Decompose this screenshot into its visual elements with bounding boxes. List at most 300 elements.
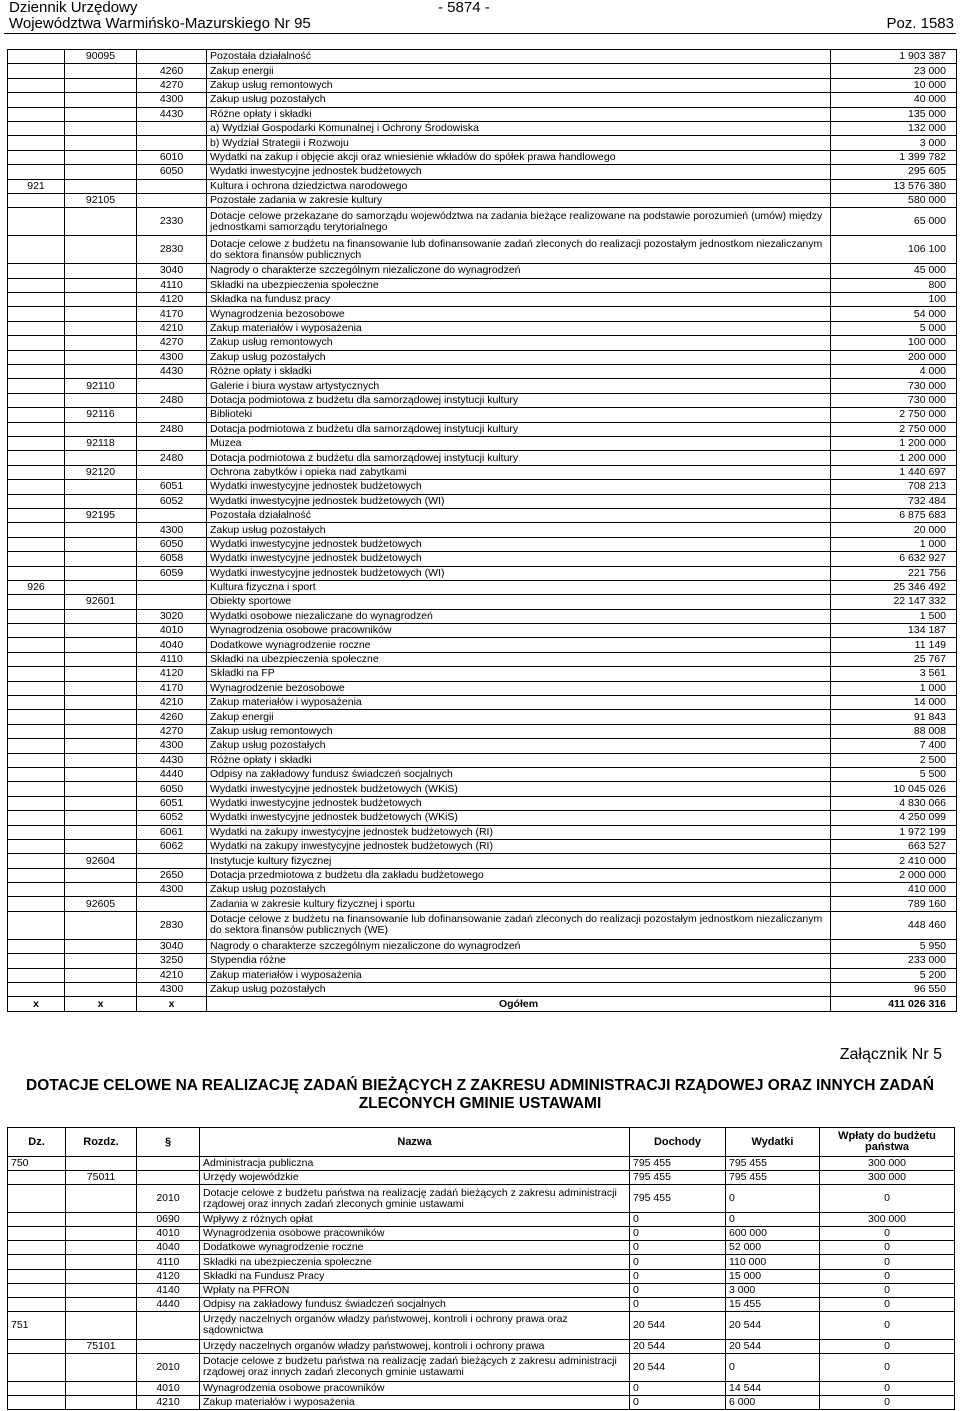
table-row xyxy=(8,508,957,522)
chapter-cell xyxy=(65,552,137,566)
chapter-cell xyxy=(65,609,137,623)
amount-cell: 1 200 000 xyxy=(831,451,957,465)
name-cell: Wynagrodzenia osobowe pracowników xyxy=(200,1227,630,1241)
table-row xyxy=(8,1171,955,1185)
chapter-cell xyxy=(66,1269,137,1283)
chapter-cell xyxy=(65,811,137,825)
table-row xyxy=(8,494,957,508)
division-cell xyxy=(8,954,65,968)
name-cell: Dotacja przedmiotowa z budżetu dla zakładu budżetowego xyxy=(207,868,831,882)
amount-cell: 233 000 xyxy=(831,954,957,968)
name-cell: Ogółem xyxy=(207,997,831,1011)
chapter-cell: 92120 xyxy=(65,465,137,479)
income-cell: 20 544 xyxy=(630,1339,726,1353)
paragraph-cell: 4210 xyxy=(137,321,207,335)
chapter-cell xyxy=(66,1185,137,1213)
paragraph-cell: 2330 xyxy=(137,208,207,236)
chapter-cell xyxy=(66,1213,137,1227)
paragraph-cell xyxy=(137,854,207,868)
paragraph-cell: 4270 xyxy=(137,336,207,350)
amount-cell: 132 000 xyxy=(831,121,957,135)
amount-cell: 2 750 000 xyxy=(831,422,957,436)
table-row xyxy=(8,753,957,767)
name-cell: Wynagrodzenia osobowe pracowników xyxy=(207,624,831,638)
division-cell xyxy=(8,393,65,407)
targeted-grants-rows xyxy=(8,1157,955,1410)
chapter-cell: 75101 xyxy=(66,1339,137,1353)
paragraph-cell xyxy=(137,508,207,522)
chapter-cell xyxy=(65,724,137,738)
targeted-grants-table xyxy=(7,1127,955,1410)
name-cell: Zakup energii xyxy=(207,710,831,724)
paragraph-cell: 4300 xyxy=(137,93,207,107)
name-cell: Odpisy na zakładowy fundusz świadczeń socjalnych xyxy=(207,767,831,781)
amount-cell: 135 000 xyxy=(831,107,957,121)
division-cell: 751 xyxy=(8,1311,66,1339)
table-row xyxy=(8,1185,955,1213)
amount-cell: 1 200 000 xyxy=(831,436,957,450)
amount-cell: 65 000 xyxy=(831,208,957,236)
chapter-cell xyxy=(65,825,137,839)
chapter-cell xyxy=(65,264,137,278)
division-cell xyxy=(8,1381,66,1395)
header-divider xyxy=(4,33,956,34)
chapter-cell xyxy=(65,307,137,321)
chapter-cell xyxy=(65,667,137,681)
chapter-cell xyxy=(66,1381,137,1395)
division-cell: x xyxy=(8,997,65,1011)
chapter-cell xyxy=(65,523,137,537)
amount-cell: 200 000 xyxy=(831,350,957,364)
col-header-expenses: Wydatki xyxy=(726,1128,820,1157)
table-row xyxy=(8,1353,955,1381)
table-row xyxy=(8,1269,955,1283)
chapter-cell: 90095 xyxy=(65,50,137,64)
amount-cell: 22 147 332 xyxy=(831,595,957,609)
name-cell: Zakup usług pozostałych xyxy=(207,523,831,537)
paragraph-cell: 4120 xyxy=(137,293,207,307)
division-cell xyxy=(8,365,65,379)
chapter-cell: 92604 xyxy=(65,854,137,868)
division-cell xyxy=(8,696,65,710)
paragraph-cell xyxy=(137,436,207,450)
amount-cell: 708 213 xyxy=(831,480,957,494)
table-row xyxy=(8,379,957,393)
income-cell: 0 xyxy=(630,1269,726,1283)
amount-cell: 221 756 xyxy=(831,566,957,580)
amount-cell: 730 000 xyxy=(831,379,957,393)
table-row xyxy=(8,1283,955,1297)
division-cell xyxy=(8,1353,66,1381)
chapter-cell xyxy=(65,638,137,652)
division-cell xyxy=(8,552,65,566)
chapter-cell xyxy=(65,136,137,150)
paragraph-cell: 4430 xyxy=(137,753,207,767)
paragraph-cell: 3040 xyxy=(137,264,207,278)
amount-cell: 14 000 xyxy=(831,696,957,710)
chapter-cell xyxy=(65,868,137,882)
paragraph-cell: 4040 xyxy=(137,638,207,652)
amount-cell: 1 440 697 xyxy=(831,465,957,479)
journal-title: Dziennik Urzędowy xyxy=(9,0,138,16)
name-cell: Zakup materiałów i wyposażenia xyxy=(207,321,831,335)
income-cell: 0 xyxy=(630,1227,726,1241)
chapter-cell xyxy=(65,739,137,753)
chapter-cell xyxy=(65,652,137,666)
table-row xyxy=(8,365,957,379)
amount-cell: 2 000 000 xyxy=(831,868,957,882)
table-row xyxy=(8,179,957,193)
table-row xyxy=(8,537,957,551)
division-cell xyxy=(8,609,65,623)
division-cell xyxy=(8,523,65,537)
income-cell: 20 544 xyxy=(630,1311,726,1339)
division-cell xyxy=(8,1339,66,1353)
payments-cell: 0 xyxy=(820,1339,955,1353)
expenses-cell: 15 455 xyxy=(726,1297,820,1311)
name-cell: Instytucje kultury fizycznej xyxy=(207,854,831,868)
paragraph-cell: 6050 xyxy=(137,537,207,551)
position-number: Poz. 1583 xyxy=(886,15,954,32)
name-cell: Zakup materiałów i wyposażenia xyxy=(207,696,831,710)
amount-cell: 1 972 199 xyxy=(831,825,957,839)
chapter-cell xyxy=(65,624,137,638)
paragraph-cell: 2010 xyxy=(137,1185,200,1213)
division-cell xyxy=(8,1297,66,1311)
amount-cell: 40 000 xyxy=(831,93,957,107)
division-cell xyxy=(8,1227,66,1241)
amount-cell: 732 484 xyxy=(831,494,957,508)
division-cell xyxy=(8,121,65,135)
table-row xyxy=(8,264,957,278)
chapter-cell xyxy=(65,179,137,193)
chapter-cell xyxy=(65,93,137,107)
division-cell xyxy=(8,1185,66,1213)
table-row xyxy=(8,165,957,179)
amount-cell: 91 843 xyxy=(831,710,957,724)
division-cell xyxy=(8,796,65,810)
name-cell: Wydatki na zakup i objęcie akcji oraz wniesienie wkładów do spółek prawa handlowego xyxy=(207,150,831,164)
table-row xyxy=(8,939,957,953)
expenses-cell: 52 000 xyxy=(726,1241,820,1255)
division-cell xyxy=(8,422,65,436)
paragraph-cell: 6052 xyxy=(137,811,207,825)
amount-cell: 106 100 xyxy=(831,236,957,264)
name-cell: Dotacja podmiotowa z budżetu dla samorządowej instytucji kultury xyxy=(207,393,831,407)
division-cell xyxy=(8,638,65,652)
amount-cell: 448 460 xyxy=(831,911,957,939)
chapter-cell xyxy=(65,767,137,781)
chapter-cell xyxy=(65,839,137,853)
table-row xyxy=(8,1381,955,1395)
name-cell: Składka na fundusz pracy xyxy=(207,293,831,307)
name-cell: Biblioteki xyxy=(207,408,831,422)
chapter-cell: 92118 xyxy=(65,436,137,450)
name-cell: Wydatki inwestycyjne jednostek budżetowych xyxy=(207,552,831,566)
division-cell xyxy=(8,64,65,78)
division-cell xyxy=(8,825,65,839)
division-cell xyxy=(8,983,65,997)
name-cell: Wpłaty na PFRON xyxy=(200,1283,630,1297)
chapter-cell: 75011 xyxy=(66,1171,137,1185)
name-cell: Administracja publiczna xyxy=(200,1157,630,1171)
chapter-cell: 92110 xyxy=(65,379,137,393)
name-cell: Dodatkowe wynagrodzenie roczne xyxy=(200,1241,630,1255)
table-row xyxy=(8,480,957,494)
paragraph-cell: 4430 xyxy=(137,365,207,379)
chapter-cell: 92116 xyxy=(65,408,137,422)
name-cell: Pozostała działalność xyxy=(207,508,831,522)
col-header-payments: Wpłaty do budżetu państwa xyxy=(820,1128,955,1157)
table-row xyxy=(8,883,957,897)
amount-cell: 663 527 xyxy=(831,839,957,853)
expenses-cell: 795 455 xyxy=(726,1171,820,1185)
name-cell: Nagrody o charakterze szczególnym niezaliczone do wynagrodzeń xyxy=(207,264,831,278)
name-cell: Wpływy z różnych opłat xyxy=(200,1213,630,1227)
payments-cell: 0 xyxy=(820,1396,955,1410)
paragraph-cell: 3250 xyxy=(137,954,207,968)
division-cell xyxy=(8,595,65,609)
amount-cell: 100 xyxy=(831,293,957,307)
division-cell xyxy=(8,78,65,92)
name-cell: Muzea xyxy=(207,436,831,450)
division-cell xyxy=(8,480,65,494)
paragraph-cell xyxy=(137,1157,200,1171)
division-cell xyxy=(8,1255,66,1269)
table-row xyxy=(8,78,957,92)
chapter-cell xyxy=(65,939,137,953)
paragraph-cell: 6058 xyxy=(137,552,207,566)
paragraph-cell: 4110 xyxy=(137,278,207,292)
table-row xyxy=(8,868,957,882)
name-cell: Stypendia różne xyxy=(207,954,831,968)
table-row xyxy=(8,624,957,638)
table-row xyxy=(8,1311,955,1339)
chapter-cell xyxy=(65,796,137,810)
name-cell: Odpisy na zakładowy fundusz świadczeń socjalnych xyxy=(200,1297,630,1311)
division-cell xyxy=(8,1171,66,1185)
amount-cell: 20 000 xyxy=(831,523,957,537)
table-row xyxy=(8,897,957,911)
amount-cell: 6 875 683 xyxy=(831,508,957,522)
name-cell: Dotacja podmiotowa z budżetu dla samorządowej instytucji kultury xyxy=(207,422,831,436)
name-cell: Wydatki inwestycyjne jednostek budżetowych xyxy=(207,537,831,551)
paragraph-cell: 3040 xyxy=(137,939,207,953)
name-cell: Różne opłaty i składki xyxy=(207,753,831,767)
division-cell: 926 xyxy=(8,580,65,594)
col-header-income: Dochody xyxy=(630,1128,726,1157)
name-cell: Kultura fizyczna i sport xyxy=(207,580,831,594)
name-cell: Kultura i ochrona dziedzictwa narodowego xyxy=(207,179,831,193)
amount-cell: 7 400 xyxy=(831,739,957,753)
paragraph-cell: 4210 xyxy=(137,1396,200,1410)
division-cell xyxy=(8,107,65,121)
paragraph-cell: 0690 xyxy=(137,1213,200,1227)
name-cell: Wydatki inwestycyjne jednostek budżetowych (WKiS) xyxy=(207,811,831,825)
paragraph-cell: 3020 xyxy=(137,609,207,623)
paragraph-cell xyxy=(137,121,207,135)
paragraph-cell: 6051 xyxy=(137,480,207,494)
paragraph-cell: 6010 xyxy=(137,150,207,164)
division-cell xyxy=(8,624,65,638)
name-cell: Dotacje celowe z budżetu państwa na realizację zadań bieżących z zakresu administracji rządowej oraz innych zadań zleconych gminie ustawami xyxy=(200,1185,630,1213)
amount-cell: 45 000 xyxy=(831,264,957,278)
amount-cell: 134 187 xyxy=(831,624,957,638)
name-cell: Dotacje celowe z budżetu na finansowanie lub dofinansowanie zadań zleconych do realizacji pozostałym jednostkom niezaliczanym do sektora finansów publicznych xyxy=(207,236,831,264)
table-row xyxy=(8,64,957,78)
paragraph-cell: 4300 xyxy=(137,983,207,997)
income-cell: 0 xyxy=(630,1396,726,1410)
chapter-cell xyxy=(65,278,137,292)
chapter-cell xyxy=(65,710,137,724)
amount-cell: 295 605 xyxy=(831,165,957,179)
table-row xyxy=(8,1213,955,1227)
name-cell: Wydatki inwestycyjne jednostek budżetowych (WI) xyxy=(207,566,831,580)
name-cell: Zakup usług pozostałych xyxy=(207,983,831,997)
paragraph-cell: 6052 xyxy=(137,494,207,508)
chapter-cell xyxy=(65,236,137,264)
col-header-paragraph: § xyxy=(137,1128,200,1157)
expenses-cell: 3 000 xyxy=(726,1283,820,1297)
expenses-cell: 20 544 xyxy=(726,1339,820,1353)
paragraph-cell xyxy=(137,465,207,479)
table-row xyxy=(8,1227,955,1241)
name-cell: Zakup usług pozostałych xyxy=(207,93,831,107)
table-row xyxy=(8,854,957,868)
paragraph-cell: 4140 xyxy=(137,1283,200,1297)
division-cell xyxy=(8,854,65,868)
table-row xyxy=(8,1297,955,1311)
division-cell xyxy=(8,508,65,522)
table-row xyxy=(8,336,957,350)
page-number: - 5874 - xyxy=(438,0,490,16)
division-cell xyxy=(8,839,65,853)
payments-cell: 0 xyxy=(820,1283,955,1297)
chapter-cell xyxy=(65,580,137,594)
name-cell: Wydatki inwestycyjne jednostek budżetowych xyxy=(207,165,831,179)
paragraph-cell xyxy=(137,179,207,193)
name-cell: Zakup usług pozostałych xyxy=(207,739,831,753)
chapter-cell xyxy=(65,954,137,968)
income-cell: 795 455 xyxy=(630,1171,726,1185)
name-cell: Dodatkowe wynagrodzenie roczne xyxy=(207,638,831,652)
name-cell: Wydatki inwestycyjne jednostek budżetowych xyxy=(207,796,831,810)
amount-cell: 5 500 xyxy=(831,767,957,781)
journal-voivodeship: Województwa Warmińsko-Mazurskiego Nr 95 xyxy=(9,15,311,32)
chapter-cell xyxy=(65,208,137,236)
chapter-cell xyxy=(65,753,137,767)
paragraph-cell: 4300 xyxy=(137,883,207,897)
amount-cell: 23 000 xyxy=(831,64,957,78)
chapter-cell xyxy=(66,1396,137,1410)
payments-cell: 0 xyxy=(820,1353,955,1381)
paragraph-cell: 6050 xyxy=(137,165,207,179)
table-row xyxy=(8,236,957,264)
chapter-cell xyxy=(65,336,137,350)
table-row xyxy=(8,393,957,407)
table-row xyxy=(8,983,957,997)
paragraph-cell: 2480 xyxy=(137,451,207,465)
division-cell xyxy=(8,465,65,479)
division-cell xyxy=(8,767,65,781)
chapter-cell xyxy=(65,293,137,307)
division-cell xyxy=(8,537,65,551)
chapter-cell: 92195 xyxy=(65,508,137,522)
name-cell: Pozostałe zadania w zakresie kultury xyxy=(207,193,831,207)
division-cell xyxy=(8,897,65,911)
division-cell xyxy=(8,451,65,465)
chapter-cell xyxy=(65,911,137,939)
table-row xyxy=(8,767,957,781)
chapter-cell xyxy=(65,494,137,508)
amount-cell: 96 550 xyxy=(831,983,957,997)
table-row xyxy=(8,422,957,436)
name-cell: Zakup energii xyxy=(207,64,831,78)
paragraph-cell: 4010 xyxy=(137,624,207,638)
chapter-cell xyxy=(65,983,137,997)
amount-cell: 11 149 xyxy=(831,638,957,652)
paragraph-cell: 4040 xyxy=(137,1241,200,1255)
amount-cell: 10 000 xyxy=(831,78,957,92)
payments-cell: 300 000 xyxy=(820,1213,955,1227)
paragraph-cell: 4440 xyxy=(137,1297,200,1311)
paragraph-cell: 6050 xyxy=(137,782,207,796)
division-cell xyxy=(8,264,65,278)
division-cell xyxy=(8,968,65,982)
paragraph-cell: 2650 xyxy=(137,868,207,882)
paragraph-cell xyxy=(137,595,207,609)
name-cell: Wydatki inwestycyjne jednostek budżetowych xyxy=(207,480,831,494)
amount-cell: 88 008 xyxy=(831,724,957,738)
table-row xyxy=(8,150,957,164)
name-cell: Zakup usług remontowych xyxy=(207,724,831,738)
paragraph-cell xyxy=(137,408,207,422)
name-cell: Obiekty sportowe xyxy=(207,595,831,609)
name-cell: Zadania w zakresie kultury fizycznej i sportu xyxy=(207,897,831,911)
division-cell xyxy=(8,811,65,825)
name-cell: Różne opłaty i składki xyxy=(207,365,831,379)
table-row xyxy=(8,811,957,825)
expenses-cell: 0 xyxy=(726,1185,820,1213)
chapter-cell xyxy=(65,422,137,436)
chapter-cell xyxy=(65,480,137,494)
division-cell xyxy=(8,681,65,695)
payments-cell: 0 xyxy=(820,1297,955,1311)
name-cell: Wydatki na zakupy inwestycyjne jednostek budżetowych (RI) xyxy=(207,825,831,839)
paragraph-cell: 4260 xyxy=(137,64,207,78)
paragraph-cell: 4440 xyxy=(137,767,207,781)
paragraph-cell: 4010 xyxy=(137,1381,200,1395)
expenses-cell: 6 000 xyxy=(726,1396,820,1410)
table-row xyxy=(8,136,957,150)
paragraph-cell: 4300 xyxy=(137,739,207,753)
name-cell: Ochrona zabytków i opieka nad zabytkami xyxy=(207,465,831,479)
division-cell xyxy=(8,883,65,897)
table-row xyxy=(8,451,957,465)
chapter-cell xyxy=(65,365,137,379)
paragraph-cell: 4270 xyxy=(137,78,207,92)
division-cell xyxy=(8,1283,66,1297)
division-cell xyxy=(8,136,65,150)
paragraph-cell xyxy=(137,379,207,393)
journal-header xyxy=(9,0,311,32)
table-row xyxy=(8,50,957,64)
chapter-cell xyxy=(65,393,137,407)
chapter-cell xyxy=(66,1283,137,1297)
name-cell: Składki na ubezpieczenia społeczne xyxy=(200,1255,630,1269)
table-row xyxy=(8,609,957,623)
table-row xyxy=(8,321,957,335)
